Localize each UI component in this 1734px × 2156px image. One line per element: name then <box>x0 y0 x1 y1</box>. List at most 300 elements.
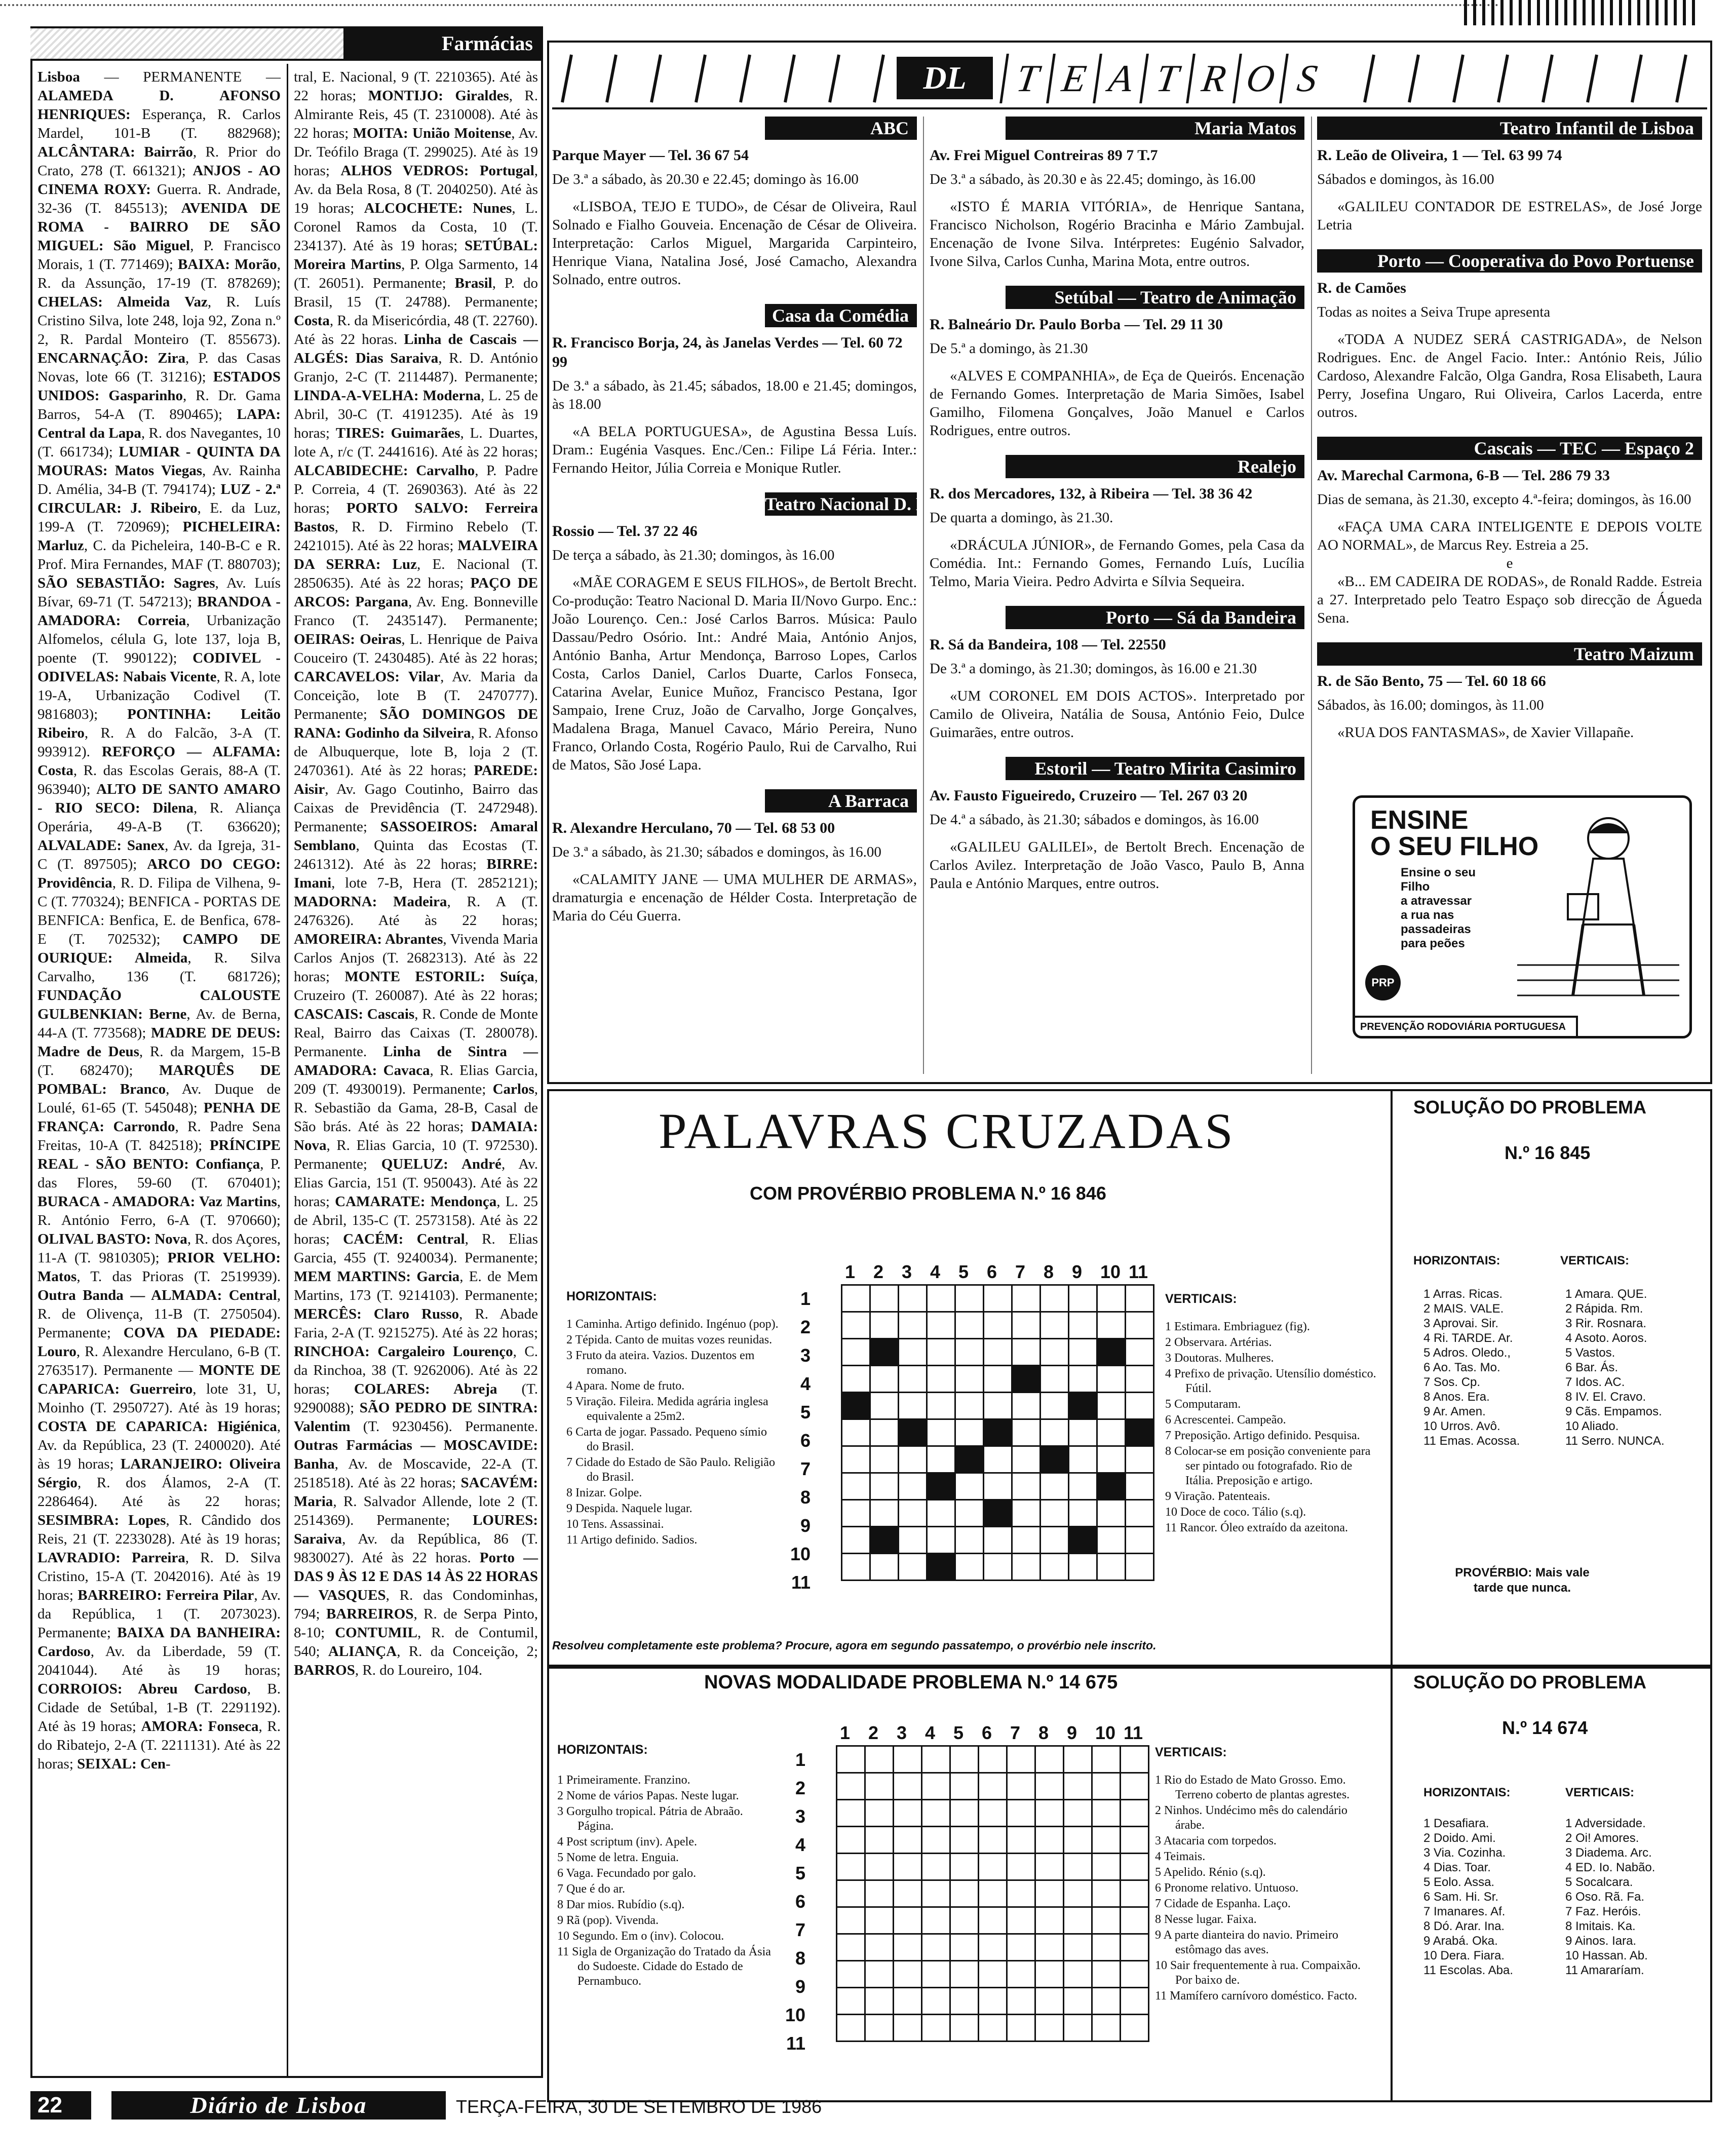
grid-cell[interactable] <box>1007 1961 1035 1988</box>
teatros-header-word <box>1003 54 1329 104</box>
grid-cell[interactable] <box>1092 2015 1121 2042</box>
grid-cell[interactable] <box>979 2015 1007 2042</box>
grid-cell[interactable] <box>1041 1419 1069 1446</box>
grid-cell[interactable] <box>894 2015 922 2042</box>
grid-cell[interactable] <box>1069 1554 1097 1581</box>
grid-cell[interactable] <box>979 1880 1007 1907</box>
grid-cell[interactable] <box>865 1773 894 1800</box>
pharmacy-name: ARCO DO CEGO: Providência <box>37 856 281 891</box>
grid-cell[interactable] <box>837 1934 865 1961</box>
grid-cell[interactable] <box>865 1854 894 1880</box>
grid-cell[interactable] <box>1069 1339 1097 1366</box>
grid-cell[interactable] <box>1097 1500 1126 1527</box>
grid-cell[interactable] <box>984 1312 1012 1339</box>
grid-cell[interactable] <box>1041 1500 1069 1527</box>
grid-cell[interactable] <box>894 1934 922 1961</box>
grid-cell[interactable] <box>927 1419 955 1446</box>
grid-cell[interactable] <box>1097 1312 1126 1339</box>
grid-cell[interactable] <box>955 1339 984 1366</box>
grid-cell[interactable] <box>1121 1934 1149 1961</box>
grid-cell[interactable] <box>865 1827 894 1854</box>
grid-cell[interactable] <box>870 1393 899 1419</box>
grid-cell[interactable] <box>1121 2015 1149 2042</box>
grid-cell[interactable] <box>1064 1988 1092 2015</box>
grid-cell[interactable] <box>955 1366 984 1393</box>
grid-cell[interactable] <box>1097 1366 1126 1393</box>
grid-row <box>842 1446 1154 1473</box>
grid-cell[interactable] <box>984 1285 1012 1312</box>
grid-cell[interactable] <box>984 1366 1012 1393</box>
grid-cell[interactable] <box>1007 1907 1035 1934</box>
header-slash <box>1632 55 1641 102</box>
grid-cell[interactable] <box>1035 1907 1064 1934</box>
crossword2-grid[interactable] <box>836 1745 1149 2042</box>
solution-line: 2 MAIS. VALE. <box>1423 1302 1504 1316</box>
grid-cell[interactable] <box>1041 1312 1069 1339</box>
grid-cell[interactable] <box>1064 1746 1092 1773</box>
grid-cell[interactable] <box>1007 1988 1035 2015</box>
grid-cell[interactable] <box>1035 1880 1064 1907</box>
grid-cell[interactable] <box>950 1800 979 1827</box>
grid-cell[interactable] <box>899 1339 927 1366</box>
grid-cell[interactable] <box>842 1285 870 1312</box>
grid-cell[interactable] <box>922 1880 950 1907</box>
theatre-listing <box>1317 642 1702 742</box>
grid-cell[interactable] <box>899 1473 927 1500</box>
grid-cell[interactable] <box>842 1473 870 1500</box>
grid-cell[interactable] <box>1041 1285 1069 1312</box>
grid-cell[interactable] <box>979 1773 1007 1800</box>
grid-cell[interactable] <box>1007 1827 1035 1854</box>
grid-cell[interactable] <box>894 1961 922 1988</box>
grid-cell[interactable] <box>979 1961 1007 1988</box>
grid-cell[interactable] <box>1064 1773 1092 1800</box>
solution-line: 1 Arras. Ricas. <box>1423 1287 1503 1301</box>
pharmacy-name: LUZ - 2.ª CIRCULAR: J. Ribeiro <box>37 481 281 516</box>
grid-cell[interactable] <box>979 1934 1007 1961</box>
grid-row <box>842 1527 1154 1554</box>
grid-cell[interactable] <box>922 1934 950 1961</box>
grid-cell[interactable] <box>927 1339 955 1366</box>
header-slash <box>1677 55 1686 102</box>
grid-cell[interactable] <box>1069 1446 1097 1473</box>
crossword1-grid[interactable] <box>841 1284 1154 1581</box>
grid-cell[interactable] <box>950 1988 979 2015</box>
solution1-number: N.º 16 845 <box>1505 1142 1591 1163</box>
pharmacy-name: Lisboa <box>37 69 80 85</box>
grid-cell[interactable] <box>870 1473 899 1500</box>
grid-cell[interactable] <box>1012 1339 1041 1366</box>
grid-cell[interactable] <box>1064 1880 1092 1907</box>
pharmacy-details: , R. Alexandre Herculano, 6-B (T. 2763517). Permanente — <box>37 1343 281 1378</box>
grid-cell[interactable] <box>842 1419 870 1446</box>
grid-cell[interactable] <box>899 1285 927 1312</box>
grid-cell[interactable] <box>1069 1366 1097 1393</box>
grid-cell[interactable] <box>1126 1527 1154 1554</box>
grid-cell[interactable] <box>1041 1366 1069 1393</box>
pharmacy-name: PRIOR VELHO: Matos <box>37 1250 281 1285</box>
grid-cell[interactable] <box>1092 1800 1121 1827</box>
clue: 4 Teimais. <box>1155 1850 1206 1863</box>
grid-cell[interactable] <box>1041 1527 1069 1554</box>
grid-cell-black <box>1012 1366 1041 1393</box>
grid-cell[interactable] <box>865 1800 894 1827</box>
grid-cell[interactable] <box>865 1934 894 1961</box>
grid-cell[interactable] <box>837 1746 865 1773</box>
crossword1-horiz-title: HORIZONTAIS: <box>566 1289 657 1303</box>
grid-cell[interactable] <box>1012 1446 1041 1473</box>
theatre-address: R. Sá da Bandeira, 108 — Tel. 22550 <box>930 636 1166 653</box>
grid-cell[interactable] <box>842 1500 870 1527</box>
grid-cell[interactable] <box>870 1366 899 1393</box>
grid-cell[interactable] <box>1064 1800 1092 1827</box>
grid-cell[interactable] <box>1069 1419 1097 1446</box>
pharmacy-details: , R. D. António Granjo, 2-C (T. 2114487). Permanente; <box>294 350 538 385</box>
grid-cell[interactable] <box>1126 1554 1154 1581</box>
grid-cell[interactable] <box>870 1500 899 1527</box>
grid-cell[interactable] <box>870 1419 899 1446</box>
grid-cell[interactable] <box>1097 1554 1126 1581</box>
grid-cell[interactable] <box>950 2015 979 2042</box>
pharmacy-name: QUELUZ: André <box>381 1156 502 1172</box>
grid-cell[interactable] <box>984 1446 1012 1473</box>
grid-cell[interactable] <box>1121 1746 1149 1773</box>
grid-cell[interactable] <box>1121 1773 1149 1800</box>
grid-cell[interactable] <box>837 1988 865 2015</box>
theatre-address: Av. Marechal Carmona, 6-B — Tel. 286 79 33 <box>1317 467 1610 484</box>
grid-cell[interactable] <box>1012 1312 1041 1339</box>
grid-cell[interactable] <box>1007 1746 1035 1773</box>
grid-cell[interactable] <box>922 1961 950 1988</box>
pharmacy-details: , R. Sebastião da Gama, 28-B, Casal de São brás. Até às 22 horas; <box>294 1081 538 1135</box>
grid-cell[interactable] <box>950 1880 979 1907</box>
grid-cell[interactable] <box>837 2015 865 2042</box>
grid-cell[interactable] <box>842 1339 870 1366</box>
grid-cell[interactable] <box>865 1880 894 1907</box>
grid-cell[interactable] <box>837 1854 865 1880</box>
grid-cell[interactable] <box>979 1827 1007 1854</box>
grid-cell[interactable] <box>955 1285 984 1312</box>
grid-row <box>842 1554 1154 1581</box>
grid-cell[interactable] <box>1097 1527 1126 1554</box>
pharmacy-name: AVENIDA DE ROMA - BAIRRO DE SÃO MIGUEL: São Miguel <box>37 200 281 254</box>
grid-cell[interactable] <box>1064 1961 1092 1988</box>
grid-cell[interactable] <box>950 1746 979 1773</box>
grid-cell[interactable] <box>1097 1393 1126 1419</box>
grid-cell[interactable] <box>1069 1285 1097 1312</box>
proverb-label: PROVÉRBIO: <box>1455 1566 1532 1580</box>
grid-cell[interactable] <box>899 1312 927 1339</box>
column-number: 3 <box>902 1261 912 1282</box>
grid-cell[interactable] <box>922 1907 950 1934</box>
grid-cell[interactable] <box>899 1527 927 1554</box>
grid-cell[interactable] <box>837 1907 865 1934</box>
grid-cell[interactable] <box>894 1827 922 1854</box>
pharmacy-name: CARCAVELOS: Vilar <box>294 669 441 685</box>
grid-cell[interactable] <box>922 1800 950 1827</box>
grid-cell[interactable] <box>1097 1285 1126 1312</box>
grid-cell[interactable] <box>1035 1854 1064 1880</box>
grid-cell[interactable] <box>979 1907 1007 1934</box>
grid-cell[interactable] <box>979 1988 1007 2015</box>
grid-cell[interactable] <box>927 1285 955 1312</box>
grid-cell[interactable] <box>1035 1746 1064 1773</box>
pharmacies-col-divider <box>287 64 288 2078</box>
grid-cell[interactable] <box>842 1554 870 1581</box>
pharmacy-details: , R. Luís Cristino Silva, lote 248, loja 92, Zona n.º 2, R. Pardal Monteiro (T. 855673). <box>37 294 281 348</box>
grid-cell[interactable] <box>1069 1473 1097 1500</box>
teatros-col-divider-1 <box>923 117 924 1074</box>
crossword2-horiz-clues <box>557 1773 780 1990</box>
pharmacy-details: , Cruzeiro (T. 260087). Até às 22 horas; <box>294 969 538 1004</box>
grid-cell[interactable] <box>1035 1773 1064 1800</box>
solution-line: 4 Dias. Toar. <box>1423 1861 1491 1874</box>
grid-cell[interactable] <box>870 1446 899 1473</box>
pharmacy-details: , R. da Assunção, 17-19 (T. 878269); <box>37 256 281 291</box>
grid-cell[interactable] <box>865 1746 894 1773</box>
grid-cell[interactable] <box>1092 1773 1121 1800</box>
grid-cell[interactable] <box>922 1988 950 2015</box>
clue: 9 A parte dianteira do navio. Primeiro estômago das aves. <box>1155 1929 1338 1956</box>
grid-cell[interactable] <box>1012 1419 1041 1446</box>
grid-cell[interactable] <box>1035 1988 1064 2015</box>
grid-cell[interactable] <box>1064 1907 1092 1934</box>
grid-cell[interactable] <box>1012 1393 1041 1419</box>
grid-cell[interactable] <box>1035 1961 1064 1988</box>
grid-cell[interactable] <box>1064 1827 1092 1854</box>
pharmacy-details: — PERMANENTE — <box>80 69 281 85</box>
grid-cell[interactable] <box>955 1419 984 1446</box>
grid-cell[interactable] <box>1092 1934 1121 1961</box>
grid-cell[interactable] <box>894 1746 922 1773</box>
grid-cell[interactable] <box>865 2015 894 2042</box>
grid-cell[interactable] <box>984 1393 1012 1419</box>
ad-body-line: Filho <box>1401 880 1430 894</box>
grid-cell[interactable] <box>837 1827 865 1854</box>
grid-cell[interactable] <box>1121 1988 1149 2015</box>
grid-cell[interactable] <box>1121 1961 1149 1988</box>
grid-cell[interactable] <box>1041 1473 1069 1500</box>
pharmacy-details: , R. Elias Garcia, 455 (T. 9240034). Permanente; <box>294 1231 538 1266</box>
grid-cell[interactable] <box>1012 1527 1041 1554</box>
grid-cell[interactable] <box>1035 1800 1064 1827</box>
grid-cell[interactable] <box>927 1446 955 1473</box>
pharmacy-details: , Av. Luís Bívar, 69-71 (T. 547213); <box>37 575 281 610</box>
grid-cell[interactable] <box>984 1339 1012 1366</box>
grid-row <box>837 1907 1149 1934</box>
grid-cell[interactable] <box>1064 2015 1092 2042</box>
grid-cell[interactable] <box>1007 1773 1035 1800</box>
grid-cell[interactable] <box>979 1800 1007 1827</box>
grid-cell[interactable] <box>1126 1285 1154 1312</box>
grid-cell[interactable] <box>1069 1312 1097 1339</box>
grid-cell[interactable] <box>927 1366 955 1393</box>
grid-cell[interactable] <box>1121 1854 1149 1880</box>
grid-cell[interactable] <box>842 1527 870 1554</box>
grid-cell[interactable] <box>1035 1827 1064 1854</box>
grid-cell[interactable] <box>899 1554 927 1581</box>
pharmacy-details: , R. Elias Garcia, 209 (T. 4930019). Permanente; <box>294 1062 538 1097</box>
grid-cell[interactable] <box>922 2015 950 2042</box>
grid-cell[interactable] <box>894 1773 922 1800</box>
grid-cell[interactable] <box>1097 1446 1126 1473</box>
theatre-address: Av. Frei Miguel Contreiras 89 7 T.7 <box>930 147 1158 164</box>
grid-cell[interactable] <box>894 1880 922 1907</box>
grid-cell[interactable] <box>837 1880 865 1907</box>
pharmacy-name: MADORNA: Madeira <box>294 894 447 910</box>
grid-cell[interactable] <box>1007 2015 1035 2042</box>
pharmacy-details: , Av. Elias Garcia, 151 (T. 950043). Até às 22 horas; <box>294 1156 538 1210</box>
grid-cell[interactable] <box>950 1907 979 1934</box>
grid-cell[interactable] <box>922 1773 950 1800</box>
grid-cell[interactable] <box>1007 1854 1035 1880</box>
grid-cell[interactable] <box>1035 2015 1064 2042</box>
grid-cell[interactable] <box>899 1446 927 1473</box>
theatre-name-bar: Cascais — TEC — Espaço 2 <box>1317 437 1702 460</box>
grid-cell[interactable] <box>837 1961 865 1988</box>
grid-cell[interactable] <box>842 1366 870 1393</box>
pharmacy-details: , Av. da Liberdade, 59 (T. 2041044). Até às 19 horas; <box>37 1643 281 1678</box>
grid-cell[interactable] <box>1092 1988 1121 2015</box>
clue: 7 Que é do ar. <box>557 1882 625 1896</box>
grid-cell[interactable] <box>837 1800 865 1827</box>
grid-cell[interactable] <box>1064 1934 1092 1961</box>
grid-cell[interactable] <box>1007 1934 1035 1961</box>
grid-cell[interactable] <box>1092 1854 1121 1880</box>
pharmacy-details: , R. das Condominhas, 794; <box>294 1587 538 1622</box>
row-number: 3 <box>795 1806 805 1827</box>
grid-cell[interactable] <box>922 1746 950 1773</box>
grid-cell[interactable] <box>950 1773 979 1800</box>
solution-line: 11 Escolas. Aba. <box>1423 1963 1513 1977</box>
pharmacy-details: , Av. da República, 1 (T. 2073023). Permanente; <box>37 1587 281 1641</box>
grid-cell[interactable] <box>950 1934 979 1961</box>
column-number: 11 <box>1129 1261 1148 1282</box>
grid-cell[interactable] <box>1012 1473 1041 1500</box>
grid-cell[interactable] <box>955 1554 984 1581</box>
grid-cell[interactable] <box>1092 1961 1121 1988</box>
grid-cell[interactable] <box>1126 1312 1154 1339</box>
pharmacy-name: ALTO DE SANTO AMARO - RIO SECO: Dilena <box>37 781 281 816</box>
grid-cell[interactable] <box>955 1527 984 1554</box>
grid-cell[interactable] <box>870 1554 899 1581</box>
grid-cell[interactable] <box>1012 1500 1041 1527</box>
grid-cell[interactable] <box>984 1554 1012 1581</box>
pharmacy-name: CACÉM: Central <box>343 1231 465 1247</box>
grid-cell[interactable] <box>1012 1554 1041 1581</box>
grid-cell[interactable] <box>870 1285 899 1312</box>
grid-cell[interactable] <box>1092 1880 1121 1907</box>
grid-cell[interactable] <box>1069 1500 1097 1527</box>
grid-cell[interactable] <box>1121 1800 1149 1827</box>
grid-cell[interactable] <box>1035 1934 1064 1961</box>
grid-cell[interactable] <box>899 1366 927 1393</box>
header-slash <box>1454 55 1463 102</box>
clue: 4 Prefixo de privação. Utensílio doméstico. Fútil. <box>1165 1367 1376 1395</box>
grid-cell[interactable] <box>842 1312 870 1339</box>
grid-cell[interactable] <box>1121 1880 1149 1907</box>
grid-cell[interactable] <box>1126 1393 1154 1419</box>
grid-cell[interactable] <box>922 1827 950 1854</box>
grid-cell[interactable] <box>837 1773 865 1800</box>
grid-cell[interactable] <box>899 1393 927 1419</box>
pharmacy-details: , L. Henrique de Paiva Couceiro (T. 2430485). Até às 22 horas; <box>294 631 538 666</box>
grid-cell[interactable] <box>979 1746 1007 1773</box>
grid-cell[interactable] <box>1126 1473 1154 1500</box>
footer <box>30 2087 1712 2128</box>
grid-cell[interactable] <box>950 1961 979 1988</box>
grid-cell[interactable] <box>865 1907 894 1934</box>
grid-cell[interactable] <box>955 1500 984 1527</box>
pharmacy-details: , Vivenda Maria Carlos Anjos (T. 2682313). Até às 22 horas; <box>294 931 538 985</box>
grid-cell[interactable] <box>922 1854 950 1880</box>
grid-cell[interactable] <box>894 1800 922 1827</box>
grid-cell[interactable] <box>1121 1827 1149 1854</box>
grid-cell[interactable] <box>894 1854 922 1880</box>
grid-cell[interactable] <box>927 1312 955 1339</box>
grid-cell[interactable] <box>1092 1907 1121 1934</box>
grid-cell[interactable] <box>950 1827 979 1854</box>
grid-cell[interactable] <box>894 1907 922 1934</box>
grid-cell[interactable] <box>1092 1827 1121 1854</box>
grid-cell[interactable] <box>955 1473 984 1500</box>
grid-cell[interactable] <box>899 1500 927 1527</box>
grid-cell[interactable] <box>1007 1800 1035 1827</box>
grid-cell[interactable] <box>950 1854 979 1880</box>
grid-cell[interactable] <box>984 1527 1012 1554</box>
grid-cell[interactable] <box>1121 1907 1149 1934</box>
clue: 9 Rã (pop). Vivenda. <box>557 1914 659 1927</box>
pharmacy-details: , R. dos Álamos, 2-A (T. 2286464). Até às 22 horas; <box>37 1475 281 1510</box>
grid-cell[interactable] <box>927 1393 955 1419</box>
grid-cell[interactable] <box>1126 1446 1154 1473</box>
grid-cell[interactable] <box>927 1500 955 1527</box>
grid-cell[interactable] <box>1012 1285 1041 1312</box>
grid-cell[interactable] <box>870 1312 899 1339</box>
grid-cell[interactable] <box>1092 1746 1121 1773</box>
theatre-description: «GALILEU GALILEI», de Bertolt Brech. Encenação de Carlos Avilez. Interpretação de João Vasco, Paulo B, Anna Paula e António Marques, entre outros. <box>930 839 1304 892</box>
grid-cell[interactable] <box>865 1988 894 2015</box>
grid-cell[interactable] <box>1064 1854 1092 1880</box>
grid-cell[interactable] <box>979 1854 1007 1880</box>
grid-cell[interactable] <box>1007 1880 1035 1907</box>
grid-cell[interactable] <box>955 1312 984 1339</box>
grid-cell[interactable] <box>1041 1554 1069 1581</box>
pharmacy-details: , P. das Casas Novas, lote 66 (T. 31216); <box>37 350 281 385</box>
grid-cell[interactable] <box>955 1393 984 1419</box>
grid-cell[interactable] <box>894 1988 922 2015</box>
grid-cell[interactable] <box>927 1527 955 1554</box>
grid-cell[interactable] <box>1041 1339 1069 1366</box>
theatre-address: R. Francisco Borja, 24, às Janelas Verdes — Tel. 60 72 99 <box>552 334 903 370</box>
grid-cell[interactable] <box>1126 1500 1154 1527</box>
theatre-address: R. Leão de Oliveira, 1 — Tel. 63 99 74 <box>1317 147 1562 164</box>
column-number: 6 <box>987 1261 997 1282</box>
grid-cell[interactable] <box>984 1473 1012 1500</box>
crossword1-vert-title: VERTICAIS: <box>1165 1292 1237 1306</box>
grid-cell[interactable] <box>1126 1366 1154 1393</box>
child-illustration <box>1517 813 1679 1016</box>
grid-cell[interactable] <box>865 1961 894 1988</box>
solution-line: 5 Socalcara. <box>1565 1875 1633 1889</box>
pharmacy-name: RINCHOA: Cargaleiro Lourenço <box>294 1343 513 1360</box>
grid-cell[interactable] <box>1126 1339 1154 1366</box>
column-number: 10 <box>1100 1261 1121 1282</box>
grid-cell[interactable] <box>1041 1393 1069 1419</box>
pharmacy-details: , Quinta das Ecostas (T. 2461312). Até às 22 horas; <box>294 837 538 872</box>
grid-cell[interactable] <box>842 1446 870 1473</box>
grid-cell[interactable] <box>1097 1419 1126 1446</box>
